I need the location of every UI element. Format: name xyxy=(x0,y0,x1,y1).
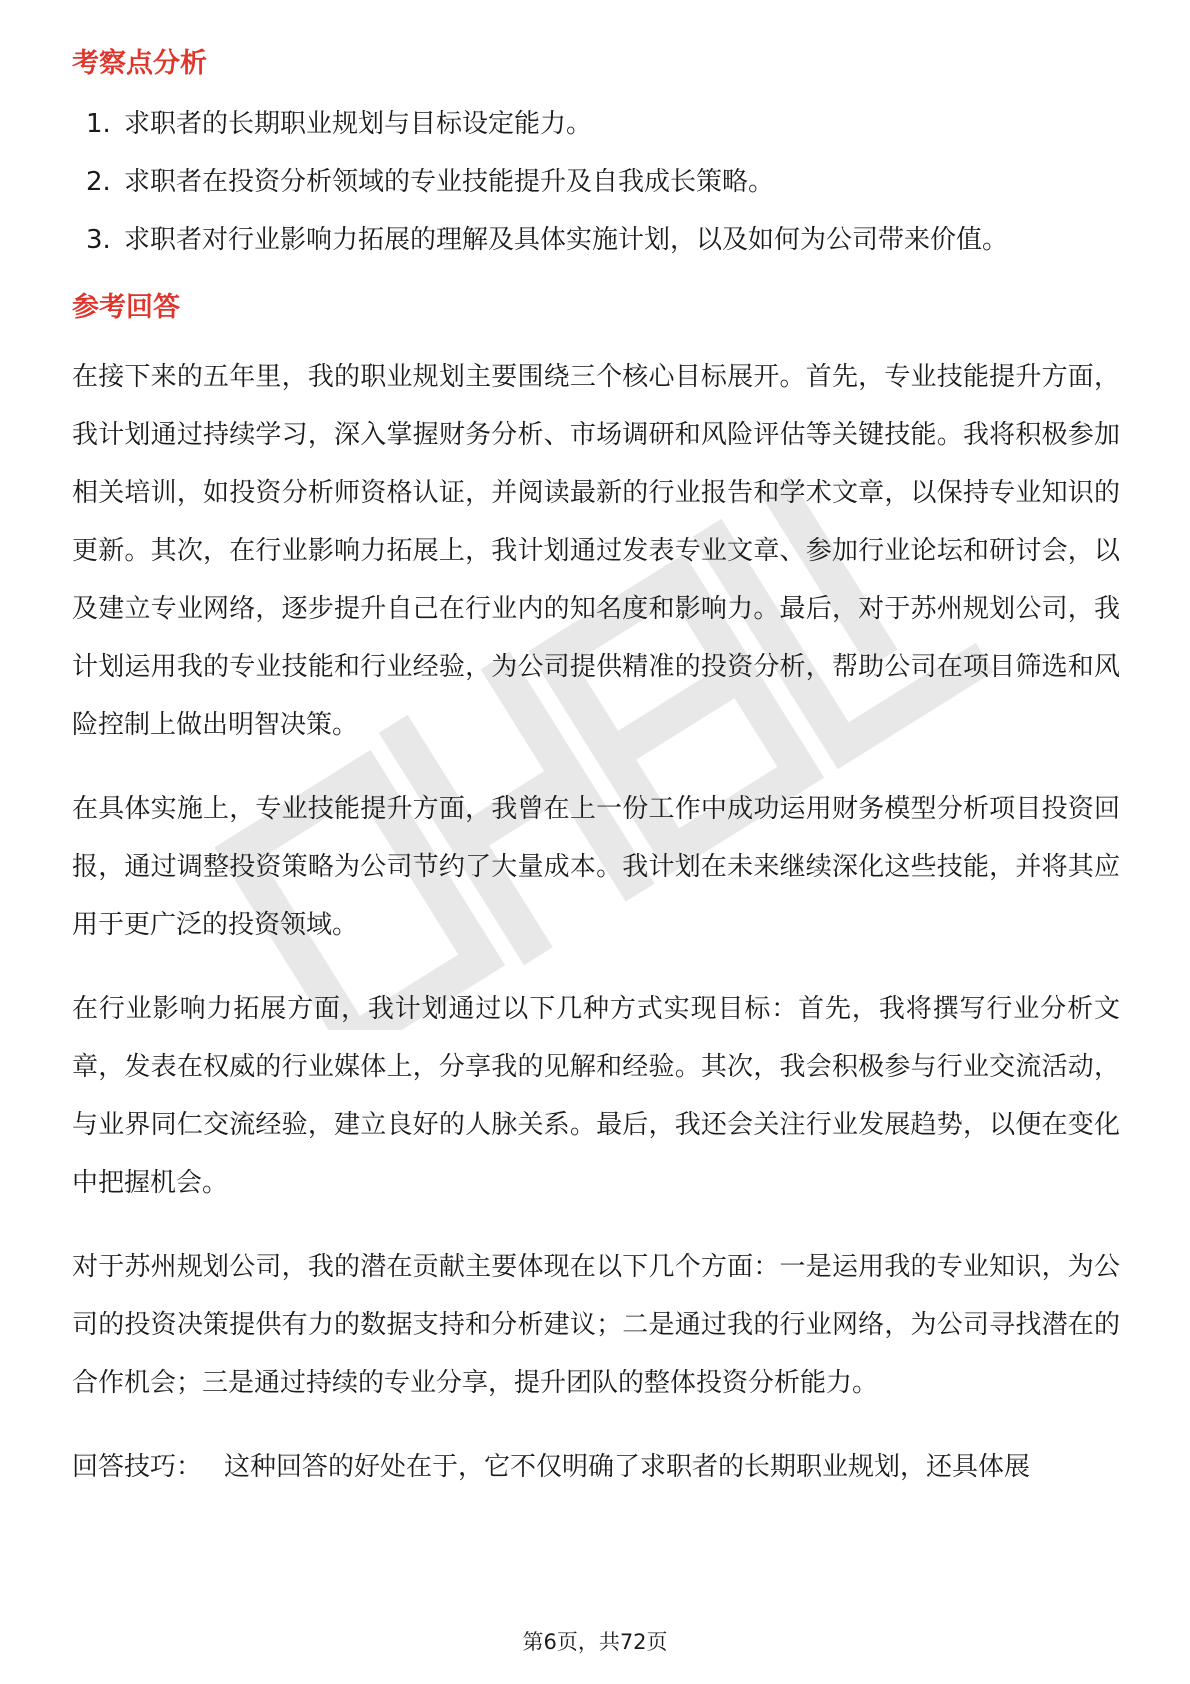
list-item-text: 求职者对行业影响力拓展的理解及具体实施计划，以及如何为公司带来价值。 xyxy=(124,225,1009,255)
answer-tips xyxy=(72,1438,1120,1496)
list-item xyxy=(72,104,1120,162)
tips-text: 这种回答的好处在于，它不仅明确了求职者的长期职业规划，还具体展 xyxy=(224,1452,1031,1482)
answer-section-title: 参考回答 xyxy=(72,292,180,323)
list-item-text: 求职者在投资分析领域的专业技能提升及自我成长策略。 xyxy=(124,167,775,197)
list-item-number: 3. xyxy=(86,225,111,255)
analysis-section-title: 考察点分析 xyxy=(72,48,207,79)
answer-paragraph-3: 在行业影响力拓展方面，我计划通过以下几种方式实现目标：首先，我将撰写行业分析文章，发表在权威的行业媒体上，分享我的见解和经验。其次，我会积极参与行业交流活动，与业界同仁交流经验，建立良好的人脉关系。最后，我还会关注行业发展趋势，以便在变化中把握机会。 xyxy=(72,994,1120,1198)
content-area xyxy=(72,44,1120,1496)
list-item-number: 1. xyxy=(86,109,111,139)
answer-paragraph-2: 在具体实施上，专业技能提升方面，我曾在上一份工作中成功运用财务模型分析项目投资回报，通过调整投资策略为公司节约了大量成本。我计划在未来继续深化这些技能，并将其应用于更广泛的投资领域。 xyxy=(72,794,1120,940)
answer-paragraph-4: 对于苏州规划公司，我的潜在贡献主要体现在以下几个方面：一是运用我的专业知识，为公司的投资决策提供有力的数据支持和分析建议；二是通过我的行业网络，为公司寻找潜在的合作机会；三是通过持续的专业分享，提升团队的整体投资分析能力。 xyxy=(72,1252,1120,1398)
answer-paragraph-1: 在接下来的五年里，我的职业规划主要围绕三个核心目标展开。首先，专业技能提升方面，我计划通过持续学习，深入掌握财务分析、市场调研和风险评估等关键技能。我将积极参加相关培训，如投资分析师资格认证，并阅读最新的行业报告和学术文章，以保持专业知识的更新。其次，在行业影响力拓展上，我计划通过发表专业文章、参加行业论坛和研讨会，以及建立专业网络，逐步提升自己在行业内的知名度和影响力。最后，对于苏州规划公司，我计划运用我的专业技能和行业经验，为公司提供精准的投资分析，帮助公司在项目筛选和风险控制上做出明智决策。 xyxy=(72,362,1120,740)
page-footer: 第6页，共72页 xyxy=(522,1630,668,1654)
list-item xyxy=(72,220,1120,278)
list-item-number: 2. xyxy=(86,167,111,197)
tips-label: 回答技巧： xyxy=(72,1452,203,1482)
analysis-list xyxy=(72,104,1120,278)
list-item xyxy=(72,162,1120,220)
list-item-text: 求职者的长期职业规划与目标设定能力。 xyxy=(124,109,593,139)
